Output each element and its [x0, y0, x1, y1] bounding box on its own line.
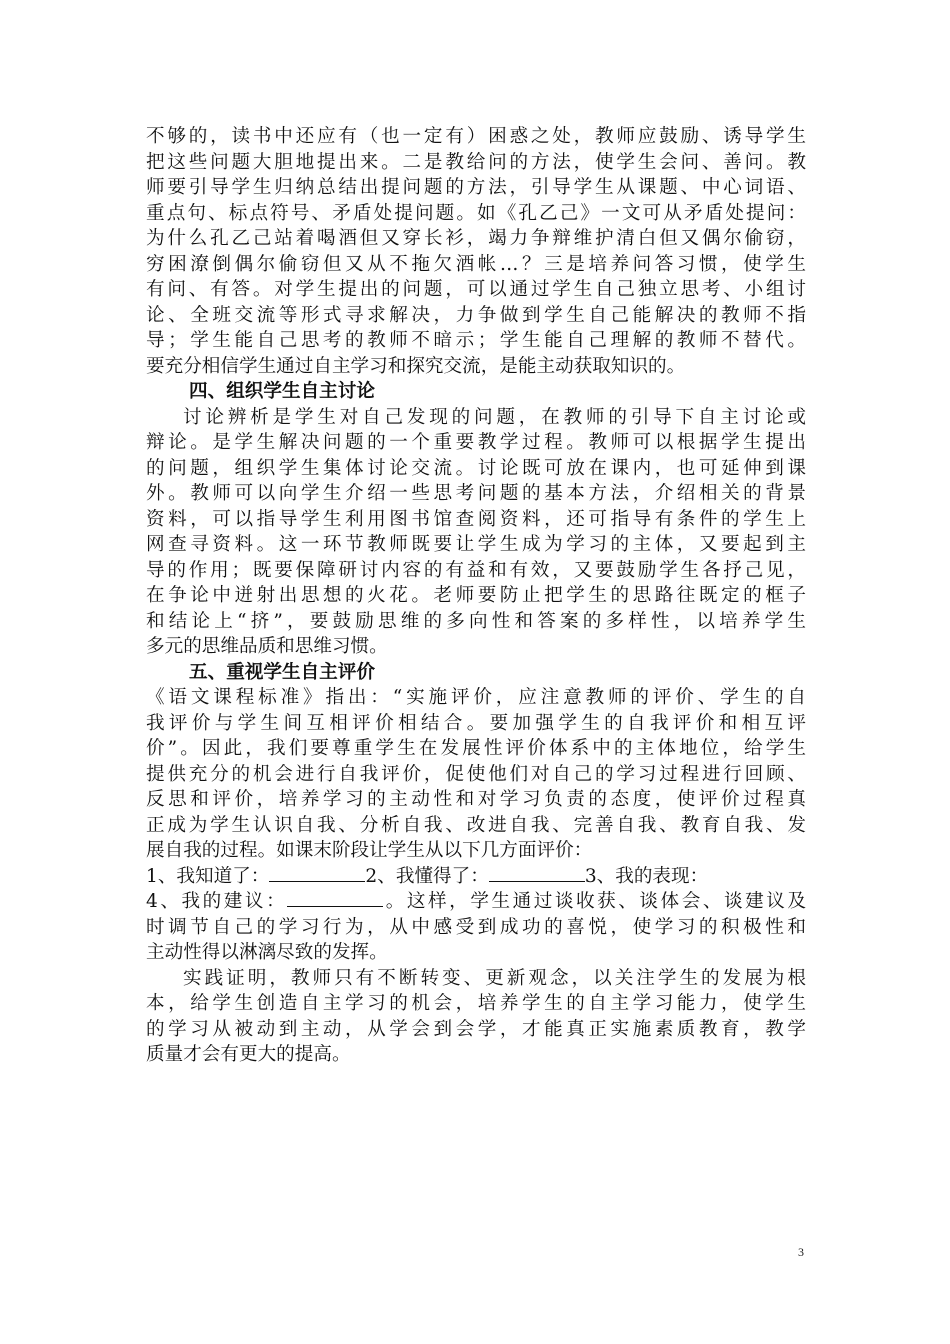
text-line: 论、全班交流等形式寻求解决，力争做到学生自己能解决的教师不指	[146, 304, 806, 326]
evaluation-line-2	[146, 889, 806, 915]
text-line: 正成为学生认识自我、分析自我、改进自我、完善自我、教育自我、发	[146, 814, 806, 836]
eval-item-4: 4、我的建议：	[146, 891, 288, 912]
text-line: 不够的，读书中还应有（也一定有）困惑之处，教师应鼓励、诱导学生	[146, 126, 806, 147]
text-line: 把这些问题大胆地提出来。二是教给问的方法，使学生会问、善问。教	[146, 151, 806, 173]
fill-blank-4[interactable]	[287, 889, 383, 907]
text-line: 我评价与学生间互相评价相结合。要加强学生的自我评价和相互评	[146, 712, 806, 734]
text-line: 的学习从被动到主动，从学会到会学，才能真正实施素质教育，教学	[146, 1018, 806, 1040]
text-line: 质量才会有更大的提高。	[146, 1044, 351, 1065]
eval-item-1: 1、我知道了：	[146, 865, 270, 887]
text-line: 本，给学生创造自主学习的机会，培养学生的自主学习能力，使学生	[146, 993, 806, 1014]
eval-item-3: 3、我的表现：	[584, 865, 709, 887]
text-line: 要充分相信学生通过自主学习和探究交流，是能主动获取知识的。	[146, 355, 686, 377]
text-line: 主动性得以淋漓尽致的发挥。	[146, 942, 388, 963]
text-line: 讨论辨析是学生对自己发现的问题，在教师的引导下自主讨论或	[183, 406, 806, 428]
section-heading-5: 五、重视学生自主评价	[189, 661, 375, 683]
text-line: 的问题，组织学生集体讨论交流。讨论既可放在课内，也可延伸到课	[146, 457, 806, 479]
text-line: 有问、有答。对学生提出的问题，可以通过学生自己独立思考、小组讨	[146, 279, 806, 300]
text-line: 师要引导学生归纳总结出提问题的方法，引导学生从课题、中心词语、	[146, 177, 806, 198]
eval-after-4: 。这样，学生通过谈收获、谈体会、谈建议及	[383, 891, 806, 912]
text-line: 时调节自己的学习行为，从中感受到成功的喜悦，使学习的积极性和	[146, 916, 806, 938]
text-line: 提供充分的机会进行自我评价，促使他们对自己的学习过程进行回顾、	[146, 763, 806, 785]
text-line: 外。教师可以向学生介绍一些思考问题的基本方法，介绍相关的背景	[146, 483, 806, 504]
fill-blank-1[interactable]	[269, 864, 365, 882]
text-line: 《语文课程标准》指出：“实施评价，应注意教师的评价、学生的自	[146, 687, 806, 708]
page-number: 3	[798, 1245, 804, 1259]
section-heading-4: 四、组织学生自主讨论	[189, 381, 375, 402]
text-line: 反思和评价，培养学习的主动性和对学习负责的态度，使评价过程真	[146, 789, 806, 810]
text-line: 辩论。是学生解决问题的一个重要教学过程。教师可以根据学生提出	[146, 432, 806, 453]
text-line: 导；学生能自己思考的教师不暗示；学生能自己理解的教师不替代。	[146, 330, 806, 351]
text-line: 导的作用；既要保障研讨内容的有益和有效，又要鼓励学生各抒己见，	[146, 559, 806, 581]
fill-blank-2[interactable]	[489, 864, 585, 882]
text-line: 穷困潦倒偶尔偷窃但又从不拖欠酒帐…？三是培养问答习惯，使学生	[146, 253, 806, 275]
text-line: 多元的思维品质和思维习惯。	[146, 636, 388, 657]
body-text	[146, 124, 806, 1068]
evaluation-line-1	[146, 864, 806, 890]
text-line: 为什么孔乙己站着喝酒但又穿长衫，竭力争辩维护清白但又偶尔偷窃，	[146, 228, 806, 249]
text-line: 价”。因此，我们要尊重学生在发展性评价体系中的主体地位，给学生	[146, 738, 806, 759]
text-line: 实践证明，教师只有不断转变、更新观念，以关注学生的发展为根	[183, 967, 806, 989]
text-line: 资料，可以指导学生利用图书馆查阅资料，还可指导有条件的学生上	[146, 508, 806, 530]
text-line: 重点句、标点符号、矛盾处提问题。如《孔乙己》一文可从矛盾处提问：	[146, 202, 806, 224]
text-line: 在争论中迸射出思想的火花。老师要防止把学生的思路往既定的框子	[146, 585, 806, 606]
text-line: 网查寻资料。这一环节教师既要让学生成为学习的主体，又要起到主	[146, 534, 806, 555]
text-line: 展自我的过程。如课末阶段让学生从以下几方面评价：	[146, 840, 593, 861]
eval-item-2: 2、我懂得了：	[365, 865, 489, 887]
text-line: 和结论上“挤”，要鼓励思维的多向性和答案的多样性，以培养学生	[146, 610, 806, 632]
